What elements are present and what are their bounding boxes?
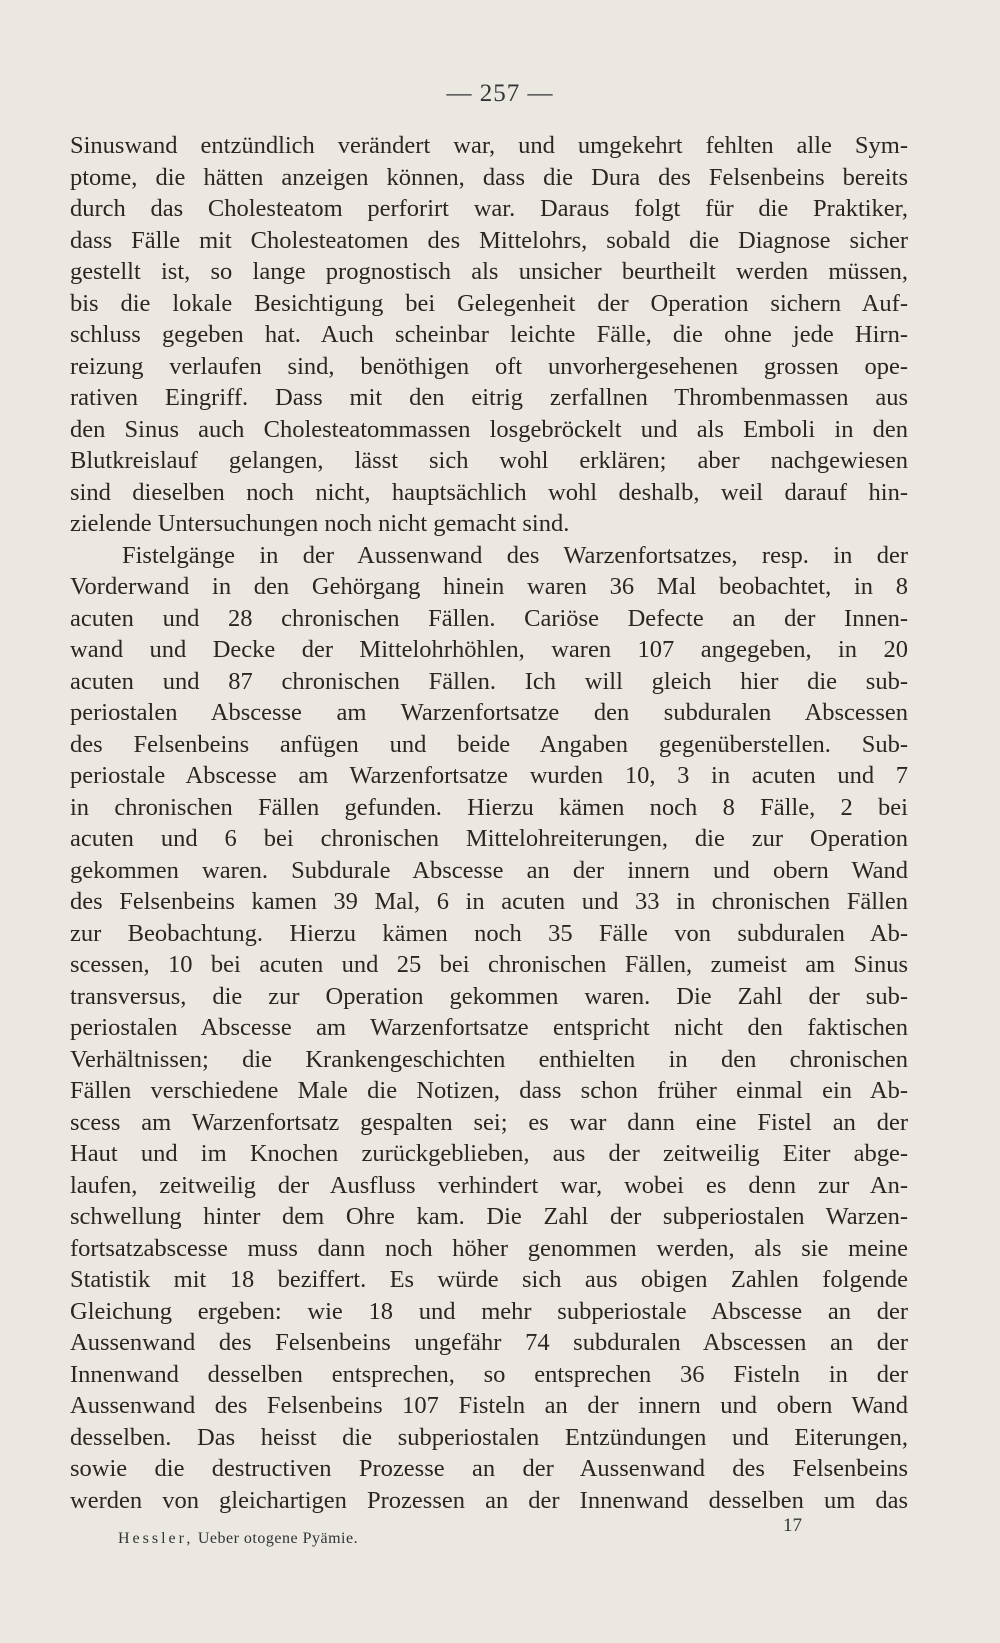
paragraph-end-line: zielende Untersuchungen noch nicht gemacht sind. <box>70 510 570 537</box>
text-line: transversus, die zur Operation gekommen waren. Die Zahl der sub- <box>70 982 908 1010</box>
text-line: Fällen verschiedene Male die Notizen, dass schon früher einmal ein Ab- <box>70 1077 908 1104</box>
page-number: — 257 — <box>446 80 554 107</box>
text-line: ptome, die hätten anzeigen können, dass die Dura des Felsenbeins bereits <box>70 163 908 191</box>
text-line: desselben. Das heisst die subperiostalen Entzündungen und Eiterungen, <box>70 1423 908 1451</box>
text-line: zur Beobachtung. Hierzu kämen noch 35 Fälle von subduralen Ab- <box>70 919 908 947</box>
text-line: Haut und im Knochen zurückgeblieben, aus der zeitweilig Eiter abge- <box>70 1140 908 1167</box>
text-line: des Felsenbeins kamen 39 Mal, 6 in acuten und 33 in chronischen Fällen <box>70 888 908 915</box>
body-text <box>70 130 908 1516</box>
text-line: den Sinus auch Cholesteatommassen losgebröckelt und als Emboli in den <box>70 415 908 443</box>
text-line: bis die lokale Besichtigung bei Gelegenheit der Operation sichern Auf- <box>70 289 908 317</box>
text-line: Aussenwand des Felsenbeins ungefähr 74 subduralen Abscessen an der <box>70 1329 908 1356</box>
text-line: scessen, 10 bei acuten und 25 bei chronischen Fällen, zumeist am Sinus <box>70 951 908 978</box>
text-line: Gleichung ergeben: wie 18 und mehr subperiostale Abscesse an der <box>70 1297 908 1325</box>
text-line: sowie die destructiven Prozesse an der Aussenwand des Felsenbeins <box>70 1455 908 1482</box>
text-line: acuten und 28 chronischen Fällen. Cariöse Defecte an der Innen- <box>70 604 908 632</box>
text-line: in chronischen Fällen gefunden. Hierzu kämen noch 8 Fälle, 2 bei <box>70 793 908 821</box>
text-line: Vorderwand in den Gehörgang hinein waren 36 Mal beobachtet, in 8 <box>70 573 908 600</box>
text-line: Innenwand desselben entsprechen, so entsprechen 36 Fisteln in der <box>70 1360 908 1388</box>
text-line: periostalen Abscesse am Warzenfortsatze entspricht nicht den faktischen <box>70 1014 908 1041</box>
text-line: sind dieselben noch nicht, hauptsächlich wohl deshalb, weil darauf hin- <box>70 478 908 506</box>
text-line: gekommen waren. Subdurale Abscesse an der innern und obern Wand <box>70 856 908 884</box>
text-line: Aussenwand des Felsenbeins 107 Fisteln an der innern und obern Wand <box>70 1392 908 1419</box>
text-line: rativen Eingriff. Dass mit den eitrig zerfallnen Thrombenmassen aus <box>70 384 908 411</box>
text-line: schwellung hinter dem Ohre kam. Die Zahl der subperiostalen Warzen- <box>70 1203 908 1230</box>
footer-signature <box>118 1530 358 1548</box>
text-line: werden von gleichartigen Prozessen an der Innenwand desselben um das <box>70 1486 908 1514</box>
text-line: durch das Cholesteatom perforirt war. Daraus folgt für die Praktiker, <box>70 195 908 222</box>
text-line: dass Fälle mit Cholesteatomen des Mittelohrs, sobald die Diagnose sicher <box>70 226 908 254</box>
text-line: Blutkreislauf gelangen, lässt sich wohl erklären; aber nachgewiesen <box>70 447 908 474</box>
text-line: reizung verlaufen sind, benöthigen oft unvorhergesehenen grossen ope- <box>70 352 908 380</box>
text-line: Statistik mit 18 beziffert. Es würde sich aus obigen Zahlen folgende <box>70 1266 908 1293</box>
text-line: des Felsenbeins anfügen und beide Angaben gegenüberstellen. Sub- <box>70 730 908 758</box>
text-line: acuten und 6 bei chronischen Mittelohreiterungen, die zur Operation <box>70 825 908 852</box>
footer-author: Hessler, <box>118 1530 194 1547</box>
text-line: laufen, zeitweilig der Ausfluss verhindert war, wobei es denn zur An- <box>70 1171 908 1199</box>
text-line: periostale Abscesse am Warzenfortsatze wurden 10, 3 in acuten und 7 <box>70 762 908 789</box>
paragraph-start-line: Fistelgänge in der Aussenwand des Warzenfortsatzes, resp. in der <box>122 541 908 569</box>
footer-title: Ueber otogene Pyämie. <box>197 1530 359 1547</box>
sheet-signature-number: 17 <box>783 1515 802 1536</box>
text-line: wand und Decke der Mittelohrhöhlen, waren 107 angegeben, in 20 <box>70 636 908 663</box>
text-line: Sinuswand entzündlich verändert war, und umgekehrt fehlten alle Sym- <box>70 132 908 159</box>
text-line: scess am Warzenfortsatz gespalten sei; es war dann eine Fistel an der <box>70 1108 908 1136</box>
text-line: Verhältnissen; die Krankengeschichten enthielten in den chronischen <box>70 1045 908 1073</box>
text-line: schluss gegeben hat. Auch scheinbar leichte Fälle, die ohne jede Hirn- <box>70 321 908 348</box>
text-line: fortsatzabscesse muss dann noch höher genommen werden, als sie meine <box>70 1234 908 1262</box>
text-line: gestellt ist, so lange prognostisch als unsicher beurtheilt werden müssen, <box>70 258 908 285</box>
text-line: acuten und 87 chronischen Fällen. Ich will gleich hier die sub- <box>70 667 908 695</box>
text-line: periostalen Abscesse am Warzenfortsatze den subduralen Abscessen <box>70 699 908 726</box>
